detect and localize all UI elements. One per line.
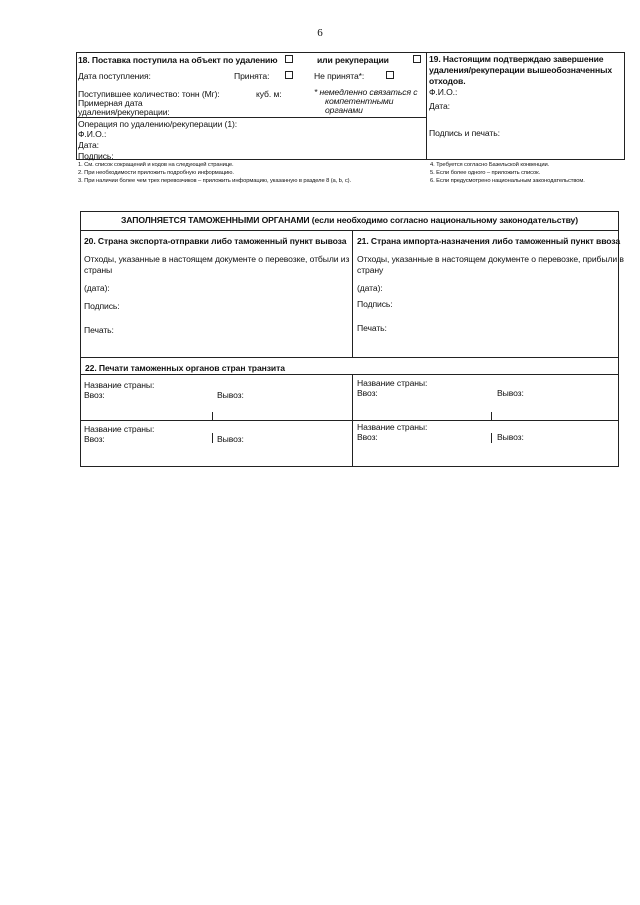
operation-title: Операция по удалению/рекуперации (1): [78,119,238,129]
column-divider-20-21 [352,230,353,357]
customs-header-divider [80,230,619,231]
section-19-date-label: Дата: [429,101,450,111]
operation-signature-label: Подпись: [78,151,114,161]
notify-note-line1: * немедленно связаться с [314,87,418,97]
section-20-signature-label: Подпись: [84,301,120,311]
customs-header-bold: ЗАПОЛНЯЕТСЯ ТАМОЖЕННЫМИ ОРГАНАМИ [121,215,310,225]
section-19-signature-label: Подпись и печать: [429,128,500,138]
section-21-text-line1: Отходы, указанные в настоящем документе о перевозке, прибыли в [357,254,624,264]
section-21-stamp-label: Печать: [357,323,387,333]
column-divider-18-19 [426,52,427,160]
transit-tick-4 [491,433,492,443]
or-recuperation-label: или рекуперации [317,55,389,65]
not-accepted-checkbox[interactable] [386,71,394,79]
customs-header [80,215,619,225]
section-18-title: 18. Поставка поступила на объект по удалению [78,55,278,65]
footnote-5: 5. Если более одного – приложить список. [430,170,541,176]
accepted-label: Принята: [234,71,270,81]
footnote-1: 1. См. список сокращений и кодов на следующей странице. [78,162,234,168]
transit-3-country-label: Название страны: [84,424,155,434]
date-received-label: Дата поступления: [78,71,151,81]
page-number: 6 [317,27,323,39]
transit-tick-2 [491,412,492,420]
transit-3-entry-label: Ввоз: [84,434,105,444]
footnote-6: 6. Если предусмотрено национальным законодательством. [430,178,585,184]
transit-title-divider [80,374,619,375]
accepted-checkbox[interactable] [285,71,293,79]
section-21-title: 21. Страна импорта-назначения либо таможенный пункт ввоза [357,236,621,246]
transit-tick-3 [212,433,213,443]
notify-note-line2: компетентными [325,96,394,106]
section-19-fio-label: Ф.И.О.: [429,87,458,97]
transit-4-exit-label: Вывоз: [497,432,524,442]
transit-1-country-label: Название страны: [84,380,155,390]
transit-2-entry-label: Ввоз: [357,388,378,398]
section-22-title: 22. Печати таможенных органов стран транзита [85,363,285,373]
recuperation-checkbox[interactable] [413,55,421,63]
notify-note-line3: органами [325,105,363,115]
removal-date-label: удаления/рекуперации: [78,107,170,117]
transit-3-exit-label: Вывоз: [217,434,244,444]
section-21-signature-label: Подпись: [357,299,393,309]
section-19-title-line2: удаления/рекуперации вышеобозначенных [429,65,612,75]
operation-fio-label: Ф.И.О.: [78,129,107,139]
transit-4-country-label: Название страны: [357,422,428,432]
not-accepted-label: Не принята*: [314,71,365,81]
section-20-text-line1: Отходы, указанные в настоящем документе о перевозке, отбыли из [84,254,350,264]
customs-header-rest: (если необходимо согласно национальному законодательству) [311,215,578,225]
transit-4-entry-label: Ввоз: [357,432,378,442]
transit-tick-1 [212,412,213,420]
customs-form-border [80,211,619,467]
transit-1-exit-label: Вывоз: [217,390,244,400]
section-20-title: 20. Страна экспорта-отправки либо таможенный пункт вывоза [84,236,347,246]
footnote-2: 2. При необходимости приложить подробную информацию. [78,170,234,176]
section-20-date-label: (дата): [84,283,110,293]
section-20-stamp-label: Печать: [84,325,114,335]
operation-divider [76,117,426,118]
transit-1-entry-label: Ввоз: [84,390,105,400]
approx-date-label: Примерная дата [78,98,143,108]
operation-date-label: Дата: [78,140,99,150]
section-19-title-line1: 19. Настоящим подтверждаю завершение [429,54,604,64]
section-21-text-line2: страну [357,265,384,275]
footnote-3: 3. При наличии более чем трех перевозчиков – приложить информацию, указанную в разделе 8 (a, b, c). [78,178,351,184]
section-20-text-line2: страны [84,265,113,275]
transit-2-exit-label: Вывоз: [497,388,524,398]
transit-column-divider [352,374,353,467]
section-21-date-label: (дата): [357,283,383,293]
transit-2-country-label: Название страны: [357,378,428,388]
disposal-checkbox[interactable] [285,55,293,63]
section-19-title-line3: отходов. [429,76,466,86]
footnote-4: 4. Требуется согласно Базельской конвенции. [430,162,550,168]
cubic-meters-label: куб. м: [256,89,282,99]
transit-row-divider [80,420,619,421]
quantity-label: Поступившее количество: тонн (Мг): [78,89,220,99]
transit-divider [80,357,619,358]
